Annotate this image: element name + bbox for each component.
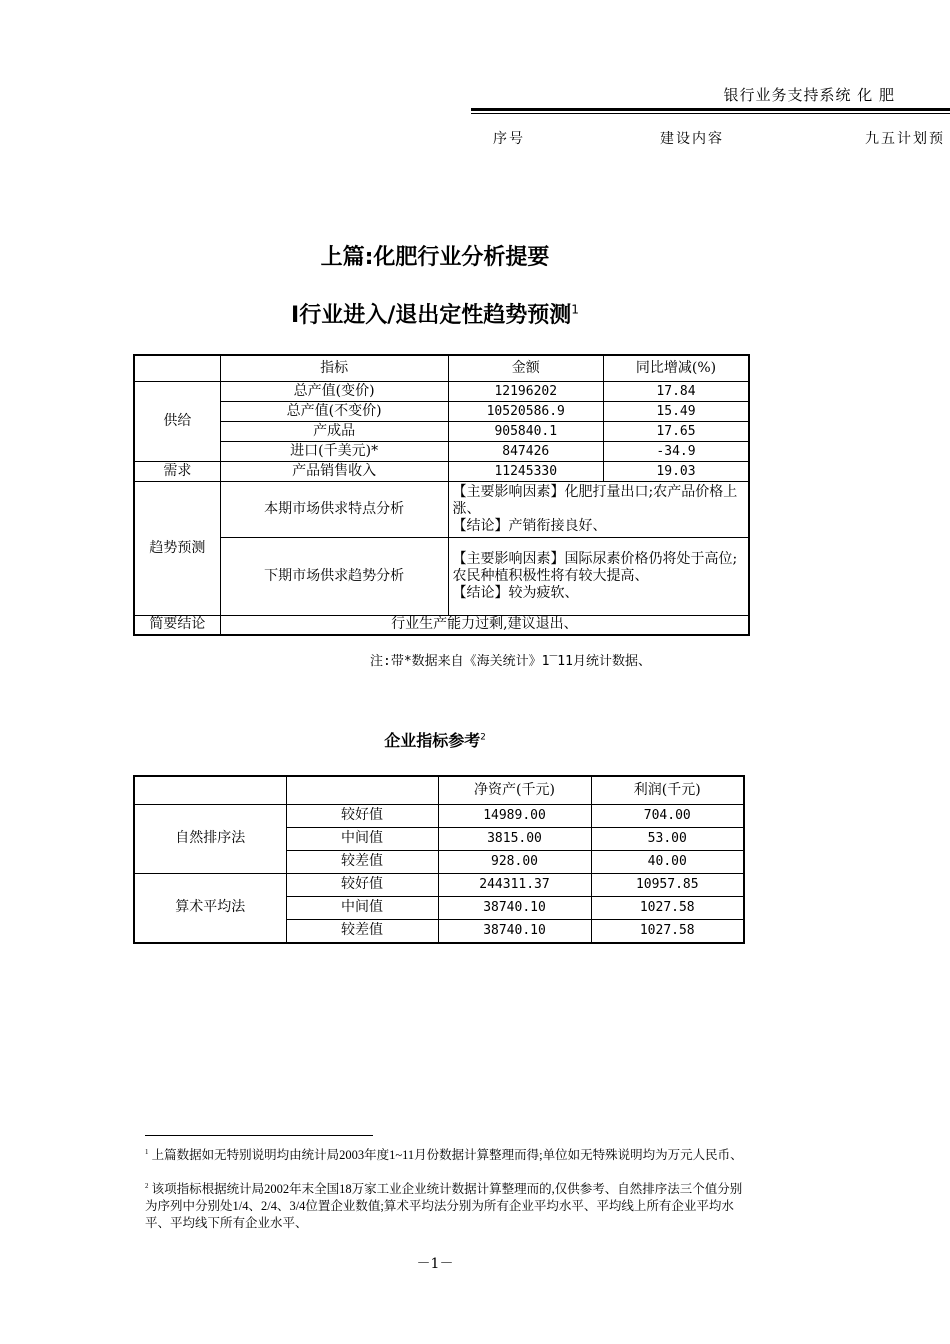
row-assets: 928.00 [438, 850, 591, 873]
row-name: 产品销售收入 [220, 461, 448, 481]
row-assets: 3815.00 [438, 827, 591, 850]
next-period-label: 下期市场供求趋势分析 [220, 537, 448, 615]
table-header-change: 同比增减(%) [604, 355, 750, 381]
table-row [134, 873, 744, 896]
row-assets: 38740.10 [438, 896, 591, 919]
next-conclusion: 【结论】较为疲软、 [452, 584, 579, 601]
trend-forecast-table [133, 354, 750, 636]
table-row [134, 421, 749, 441]
footnote-mark-2: 2 [145, 1183, 149, 1190]
table-row [134, 537, 749, 615]
table-row [134, 441, 749, 461]
trend-label: 趋势预测 [134, 481, 220, 615]
row-assets: 38740.10 [438, 919, 591, 943]
table-row [134, 401, 749, 421]
table-row [134, 481, 749, 537]
row-amount: 12196202 [448, 381, 604, 401]
row-profit: 1027.58 [591, 896, 744, 919]
section-title: I行业进入/退出定性趋势预测$^1$ [291, 302, 579, 328]
row-assets: 244311.37 [438, 873, 591, 896]
row-label: 较差值 [286, 850, 438, 873]
header-column-content: 建设内容 [660, 131, 724, 147]
row-amount: 11245330 [448, 461, 604, 481]
table-row [134, 461, 749, 481]
row-label: 较好值 [286, 804, 438, 827]
row-name: 总产值(变价) [220, 381, 448, 401]
footnote-2: $^2$ 该项指标根据统计局2002年末全国18万家工业企业统计数据计算整理而的,仅供参考、自然排序法三个值分别为序列中分别处1/4、2/4、3/4位置企业数值;算术平均法分别为所有企业平均水平、平均线上所有企业平均水平、平均线下所有企业水平、 [145, 1182, 743, 1231]
group-label: 自然排序法 [134, 804, 286, 873]
supply-label: 供给 [134, 381, 220, 461]
footnote-1: $^1$ 上篇数据如无特别说明均由统计局2003年度1~11月份数据计算整理而得;单位如无特殊说明均为万元人民币、 [145, 1148, 743, 1163]
header-rule-thick [471, 108, 950, 111]
table-row [134, 381, 749, 401]
row-change: 19.03 [604, 461, 750, 481]
header-rule-thin [471, 113, 950, 114]
current-period-analysis [448, 481, 749, 537]
summary-label: 简要结论 [134, 615, 220, 635]
footnote-mark-1: 1 [145, 1149, 149, 1156]
header-column-index: 序号 [493, 131, 525, 147]
row-change: -34.9 [604, 441, 750, 461]
current-factors: 【主要影响因素】化肥打量出口;农产品价格上涨、 [452, 483, 738, 517]
main-title: 上篇:化肥行业分析提要 [320, 245, 550, 270]
row-amount: 10520586.9 [448, 401, 604, 421]
footnote-separator [145, 1135, 373, 1136]
row-profit: 10957.85 [591, 873, 744, 896]
table-header-profit: 利润(千元) [591, 776, 744, 804]
next-period-analysis [448, 537, 749, 615]
group-label: 算术平均法 [134, 873, 286, 943]
table-header-amount: 金额 [448, 355, 604, 381]
header-column-plan: 九五计划预 [865, 131, 945, 147]
row-change: 17.65 [604, 421, 750, 441]
row-name: 产成品 [220, 421, 448, 441]
table2-title: 企业指标参考$^2$ [384, 731, 486, 750]
row-amount: 847426 [448, 441, 604, 461]
table-header-empty [134, 776, 286, 804]
table-header-empty [134, 355, 220, 381]
table-header-row [134, 355, 749, 381]
row-profit: 53.00 [591, 827, 744, 850]
row-amount: 905840.1 [448, 421, 604, 441]
current-conclusion: 【结论】产销衔接良好、 [452, 517, 607, 534]
enterprise-indicator-table [133, 775, 745, 944]
row-label: 较差值 [286, 919, 438, 943]
row-name: 总产值(不变价) [220, 401, 448, 421]
summary-text: 行业生产能力过剩,建议退出、 [220, 615, 749, 635]
row-label: 中间值 [286, 896, 438, 919]
footnote-ref-2: 2 [480, 732, 486, 743]
row-name: 进口(千美元)* [220, 441, 448, 461]
table-note: 注:带*数据来自《海关统计》1‾11月统计数据、 [370, 654, 651, 669]
table-header-assets: 净资产(千元) [438, 776, 591, 804]
table-header-empty [286, 776, 438, 804]
row-profit: 40.00 [591, 850, 744, 873]
row-assets: 14989.00 [438, 804, 591, 827]
page-number: －1－ [416, 1256, 454, 1272]
table-header-row [134, 776, 744, 804]
next-factors: 【主要影响因素】国际尿素价格仍将处于高位;农民种植积极性将有较大提高、 [452, 550, 738, 584]
running-header: 银行业务支持系统 化 肥 [723, 86, 895, 104]
footnote-ref-1: 1 [571, 302, 579, 317]
row-label: 中间值 [286, 827, 438, 850]
row-change: 15.49 [604, 401, 750, 421]
current-period-label: 本期市场供求特点分析 [220, 481, 448, 537]
demand-label: 需求 [134, 461, 220, 481]
row-profit: 1027.58 [591, 919, 744, 943]
table-row [134, 804, 744, 827]
row-label: 较好值 [286, 873, 438, 896]
table-row [134, 615, 749, 635]
row-change: 17.84 [604, 381, 750, 401]
row-profit: 704.00 [591, 804, 744, 827]
table-header-indicator: 指标 [220, 355, 448, 381]
